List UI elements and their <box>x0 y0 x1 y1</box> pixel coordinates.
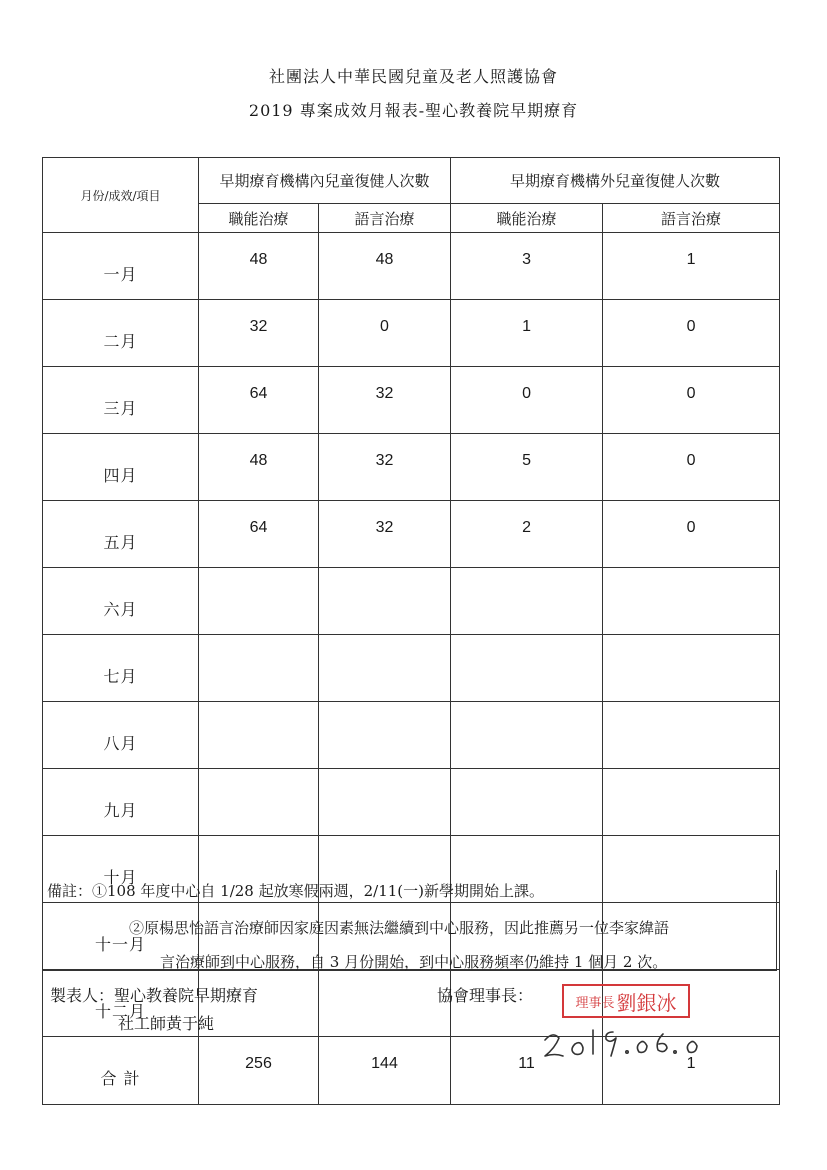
chairman-label: 協會理事長： <box>437 986 534 1005</box>
value-cell <box>603 568 780 635</box>
value-cell: 1 <box>603 233 780 300</box>
month-cell: 七月 <box>43 635 199 702</box>
table-row <box>43 568 780 635</box>
table-row <box>43 769 780 836</box>
chairman-seal-stamp <box>562 984 690 1018</box>
value-cell: 64 <box>199 367 319 434</box>
table-row <box>43 635 780 702</box>
month-cell: 八月 <box>43 702 199 769</box>
value-cell <box>199 702 319 769</box>
value-cell: 5 <box>451 434 603 501</box>
value-cell <box>319 702 451 769</box>
value-cell: 1 <box>451 300 603 367</box>
month-cell: 十月 <box>43 836 199 903</box>
month-cell: 五月 <box>43 501 199 568</box>
value-cell: 2 <box>451 501 603 568</box>
table-row <box>43 233 780 300</box>
subheader-st-outside: 語言治療 <box>603 204 780 233</box>
value-cell <box>603 769 780 836</box>
value-cell: 64 <box>199 501 319 568</box>
header-group-row <box>43 158 780 204</box>
value-cell <box>451 702 603 769</box>
subheader-st-inside: 語言治療 <box>319 204 451 233</box>
value-cell: 3 <box>451 233 603 300</box>
total-value-cell: 256 <box>199 1037 319 1105</box>
value-cell <box>199 568 319 635</box>
month-cell: 十一月 <box>43 903 199 970</box>
stamp-title: 理事長 <box>575 995 615 1011</box>
value-cell: 48 <box>199 434 319 501</box>
total-label: 合 計 <box>43 1037 199 1105</box>
value-cell: 0 <box>603 501 780 568</box>
value-cell: 32 <box>199 300 319 367</box>
handwritten-date-signature <box>535 1018 705 1062</box>
note-line-3: 言治療師到中心服務，自 3 月份開始，到中心服務頻率仍維持 1 個月 2 次。 <box>160 953 668 971</box>
org-title: 社團法人中華民國兒童及老人照護協會 <box>268 67 558 86</box>
value-cell: 32 <box>319 367 451 434</box>
stamp-name: 劉銀冰 <box>616 990 677 1015</box>
note-line-2: ②原楊思怡語言治療師因家庭因素無法繼續到中心服務，因此推薦另一位李家緯語 <box>129 919 670 937</box>
value-cell: 0 <box>319 300 451 367</box>
maker-label: 製表人：聖心教養院早期療育 <box>50 986 259 1005</box>
table-row <box>43 434 780 501</box>
table-row <box>43 367 780 434</box>
value-cell <box>603 635 780 702</box>
value-cell: 0 <box>603 367 780 434</box>
value-cell <box>319 635 451 702</box>
value-cell <box>319 769 451 836</box>
value-cell <box>603 702 780 769</box>
value-cell: 48 <box>319 233 451 300</box>
group-header-inside: 早期療育機構內兒童復健人次數 <box>199 158 451 204</box>
total-value-cell: 144 <box>319 1037 451 1105</box>
value-cell: 0 <box>603 300 780 367</box>
total-value-cell: 11 <box>451 1037 603 1105</box>
month-cell: 十二月 <box>43 970 199 1037</box>
value-cell: 48 <box>199 233 319 300</box>
value-cell <box>319 970 451 1037</box>
value-cell: 32 <box>319 501 451 568</box>
value-cell: 0 <box>603 434 780 501</box>
value-cell <box>451 635 603 702</box>
corner-header: 月份/成效/項目 <box>43 158 199 233</box>
maker-name: 社工師黃于純 <box>118 1014 215 1033</box>
value-cell <box>451 769 603 836</box>
note-line-1: 備註：①108 年度中心自 1/28 起放寒假兩週，2/11(一)新學期開始上課。 <box>47 882 545 900</box>
value-cell <box>199 635 319 702</box>
month-cell: 三月 <box>43 367 199 434</box>
table-row <box>43 501 780 568</box>
report-title: 2019 專案成效月報表-聖心教養院早期療育 <box>248 101 579 120</box>
month-cell: 二月 <box>43 300 199 367</box>
month-cell: 九月 <box>43 769 199 836</box>
notes-box <box>42 870 777 971</box>
value-cell <box>451 568 603 635</box>
group-header-outside: 早期療育機構外兒童復健人次數 <box>451 158 780 204</box>
value-cell: 0 <box>451 367 603 434</box>
month-cell: 六月 <box>43 568 199 635</box>
value-cell: 32 <box>319 434 451 501</box>
table-row <box>43 300 780 367</box>
subheader-ot-outside: 職能治療 <box>451 204 603 233</box>
value-cell <box>319 568 451 635</box>
value-cell <box>199 769 319 836</box>
subheader-ot-inside: 職能治療 <box>199 204 319 233</box>
month-cell: 一月 <box>43 233 199 300</box>
total-value-cell: 1 <box>603 1037 780 1105</box>
month-cell: 四月 <box>43 434 199 501</box>
table-row <box>43 702 780 769</box>
